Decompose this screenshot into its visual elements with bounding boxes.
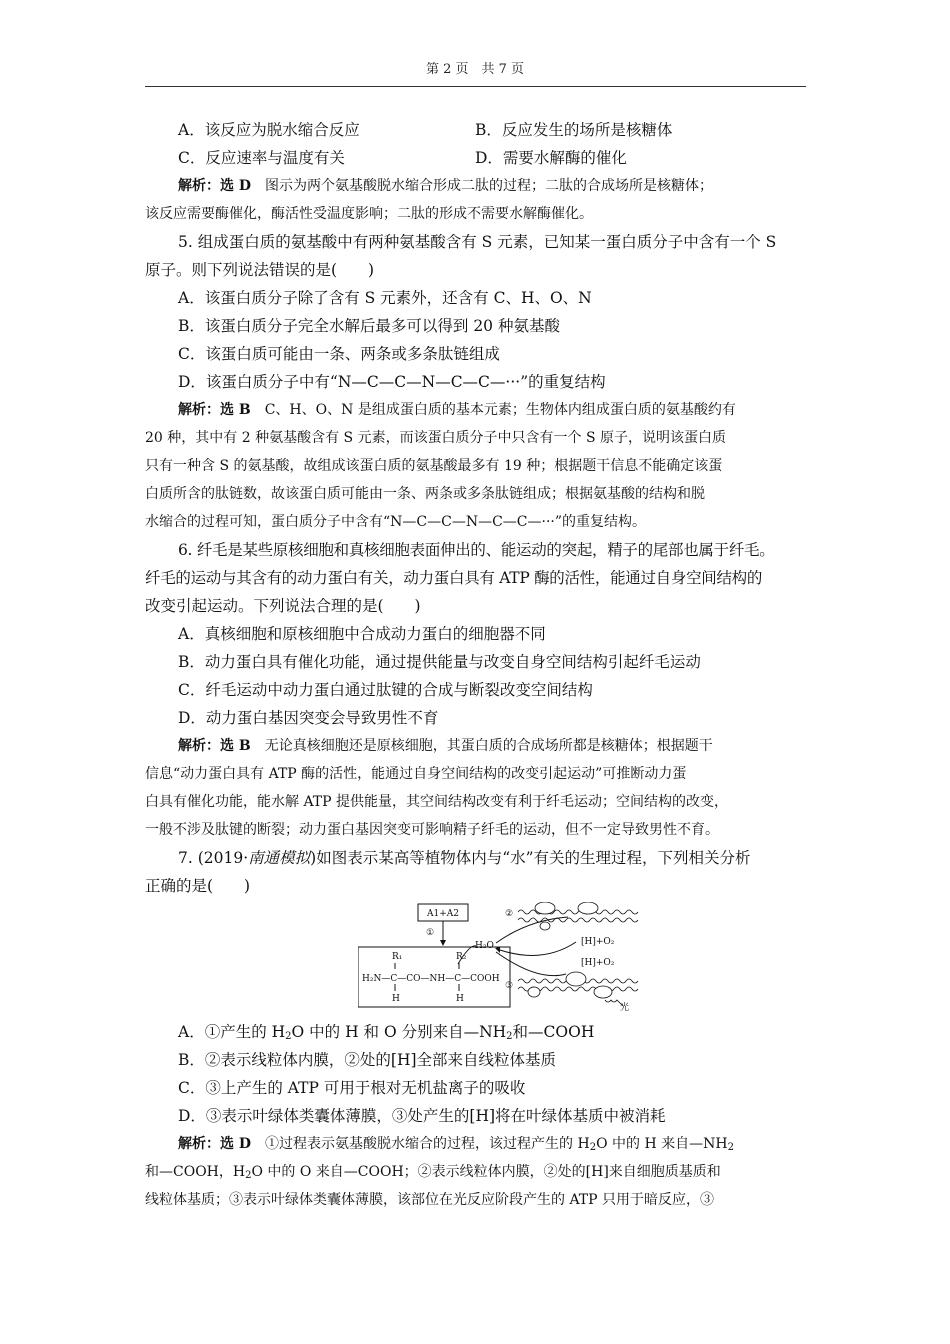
- q5-analysis-line4: 白质所含的肽链数，故该蛋白质可能由一条、两条或多条肽链组成；根据氨基酸的结构和脱: [145, 486, 705, 502]
- water-label: H₂O: [475, 941, 494, 951]
- analysis-text: 无论真核细胞还是原核细胞，其蛋白质的合成场所都是核糖体；根据题干: [264, 738, 713, 754]
- arrow-hO2-to-water: [500, 942, 576, 955]
- q7-stem-prefix: 7. (2019·: [178, 849, 249, 867]
- q7-option-a-sub1: 2: [285, 1031, 292, 1042]
- q6-option-c: C．纤毛运动中动力蛋白通过肽键的合成与断裂改变空间结构: [178, 681, 593, 699]
- header-divider: [145, 86, 806, 87]
- h-o2-bottom-label: [H]+O₂: [581, 958, 615, 968]
- analysis-text: ①过程表示氨基酸脱水缩合的过程，该过程产生的 H: [265, 1136, 590, 1152]
- q7-option-a-part2: O 中的 H 和 O 分别来自—NH: [291, 1023, 507, 1041]
- arrow-water-to-mito: [496, 917, 568, 943]
- h2-label: H: [456, 994, 464, 1004]
- analysis-text: 图示为两个氨基酸脱水缩合形成二肽的过程；二肽的合成场所是核糖体；: [265, 178, 714, 194]
- circle-3-label: ③: [505, 981, 514, 991]
- q4-analysis-line2: 该反应需要酶催化，酶活性受温度影响；二肽的形成不需要水解酶催化。: [145, 206, 593, 222]
- analysis-text: C、H、O、N 是组成蛋白质的基本元素；生物体内组成蛋白质的氨基酸约有: [264, 402, 736, 418]
- analysis-answer: 选 B: [220, 738, 251, 754]
- q5-option-a: A．该蛋白质分子除了含有 S 元素外，还含有 C、H、O、N: [178, 289, 592, 307]
- thylakoid-membrane-icon: [518, 972, 638, 1006]
- q4-option-b: B．反应发生的场所是核糖体: [475, 121, 673, 139]
- q5-option-d: D．该蛋白质分子中有“N—C—C—N—C—C—···”的重复结构: [178, 373, 606, 391]
- analysis-answer: 选 D: [220, 1136, 252, 1152]
- q5-analysis-line2: 20 种，其中有 2 种氨基酸含有 S 元素，而该蛋白质分子中只含有一个 S 原子，说明该蛋白质: [145, 430, 727, 446]
- analysis-answer: 选 D: [220, 178, 252, 194]
- q7-option-b: B．②表示线粒体内膜，②处的[H]全部来自线粒体基质: [178, 1051, 557, 1069]
- analysis-label: 解析：: [178, 402, 220, 418]
- q7-option-c: C．③上产生的 ATP 可用于根对无机盐离子的吸收: [178, 1079, 526, 1097]
- q7-stem-line1: [145, 844, 815, 872]
- q4-option-a: A．该反应为脱水缩合反应: [178, 121, 360, 139]
- q5-analysis-line3: 只有一种含 S 的氨基酸，故组成该蛋白质的氨基酸最多有 19 种；根据题干信息不能确定该蛋: [145, 458, 723, 474]
- q7-analysis-line1: [145, 1130, 815, 1158]
- dipeptide-formula: H₂N—C—CO—NH—C—COOH: [362, 974, 500, 984]
- q7-stem-line2: 正确的是( ): [145, 877, 251, 895]
- mito-membrane-icon: [518, 902, 638, 930]
- r1-label: R₁: [392, 952, 403, 962]
- q5-analysis-line5: 水缩合的过程可知，蛋白质分子中含有“N—C—C—N—C—C—···”的重复结构。: [145, 514, 647, 530]
- arrowhead-icon: [440, 940, 446, 946]
- q5-option-c: C．该蛋白质可能由一条、两条或多条肽链组成: [178, 345, 500, 363]
- q4-options-row1: [145, 116, 815, 144]
- q7-option-a-part3: 和—COOH: [512, 1023, 595, 1041]
- q6-analysis-line4: 一般不涉及肽键的断裂；动力蛋白基因突变可影响精子纤毛的运动，但不一定导致男性不育。: [145, 822, 719, 838]
- analysis-answer: 选 B: [220, 402, 251, 418]
- q5-stem-line2: 原子。则下列说法错误的是( ): [145, 261, 375, 279]
- q6-option-a: A．真核细胞和原核细胞中合成动力蛋白的细胞器不同: [178, 625, 546, 643]
- q7-stem-source: 南通模拟: [248, 849, 311, 867]
- q7-figure: [145, 900, 815, 1018]
- analysis-text: O 中的 H 来自—NH: [596, 1136, 728, 1152]
- q6-stem-line1: 6. 纤毛是某些原核细胞和真核细胞表面伸出的、能运动的突起，精子的尾部也属于纤毛。: [178, 541, 775, 559]
- q6-analysis-line3: 白具有催化功能，能水解 ATP 提供能量，其空间结构改变有利于纤毛运动；空间结构的改变，: [145, 794, 729, 810]
- q6-stem-line3: 改变引起运动。下列说法合理的是( ): [145, 597, 421, 615]
- h1-label: H: [392, 994, 400, 1004]
- q6-stem-line2: 纤毛的运动与其含有的动力蛋白有关，动力蛋白具有 ATP 酶的活性，能通过自身空间结构的: [145, 569, 763, 587]
- q6-option-d: D．动力蛋白基因突变会导致男性不育: [178, 709, 439, 727]
- analysis-sub: 2: [727, 1142, 734, 1153]
- q4-option-d: D．需要水解酶的催化: [475, 149, 627, 167]
- analysis-sub: 2: [589, 1142, 597, 1153]
- q7-stem-suffix: )如图表示某高等植物体内与“水”有关的生理过程，下列相关分析: [310, 849, 751, 867]
- q6-option-b: B．动力蛋白具有催化功能，通过提供能量与改变自身空间结构引起纤毛运动: [178, 653, 701, 671]
- analysis-label: 解析：: [178, 1136, 220, 1152]
- q6-analysis-line2: 信息“动力蛋白具有 ATP 酶的活性，能通过自身空间结构的改变引起运动”可推断动力蛋: [145, 766, 687, 782]
- q7-option-a: [145, 1018, 815, 1046]
- circle-1-label: ①: [426, 928, 435, 938]
- q7-option-d: D．③表示叶绿体类囊体薄膜，③处产生的[H]将在叶绿体基质中被消耗: [178, 1107, 666, 1125]
- r2-label: R₂: [456, 952, 467, 962]
- q7-analysis-line3: 线粒体基质；③表示叶绿体类囊体薄膜，该部位在光反应阶段产生的 ATP 只用于暗反应，③: [145, 1192, 715, 1208]
- analysis-label: 解析：: [178, 738, 220, 754]
- q7-option-a-part1: A．①产生的 H: [178, 1023, 286, 1041]
- q7-option-a-sub2: 2: [506, 1031, 513, 1042]
- page-header: 第 2 页 共 7 页: [425, 62, 525, 77]
- h-o2-top-label: [H]+O₂: [581, 937, 615, 947]
- a1a2-label: A1+A2: [427, 909, 459, 919]
- arrowhead-icon: [495, 947, 500, 953]
- q6-analysis-line1: [145, 732, 815, 760]
- q5-analysis-line1: [145, 396, 815, 424]
- analysis-sub: 2: [245, 1170, 252, 1181]
- document-body: [145, 116, 815, 1214]
- q7-analysis-line2: [145, 1158, 815, 1186]
- analysis-text: O 中的 O 来自—COOH；②表示线粒体内膜，②处的[H]来自细胞质基质和: [251, 1164, 721, 1180]
- q4-analysis-line1: [145, 172, 815, 200]
- water-process-diagram: [358, 902, 648, 1014]
- circle-2-label: ②: [505, 909, 514, 919]
- q5-option-b: B．该蛋白质分子完全水解后最多可以得到 20 种氨基酸: [178, 317, 560, 335]
- q4-option-c: C．反应速率与温度有关: [178, 149, 345, 167]
- analysis-text: 和—COOH，H: [145, 1164, 246, 1180]
- analysis-label: 解析：: [178, 178, 220, 194]
- q5-stem-line1: 5. 组成蛋白质的氨基酸中有两种氨基酸含有 S 元素，已知某一蛋白质分子中含有一个 S: [178, 233, 777, 251]
- light-label: 光: [620, 1003, 630, 1013]
- q4-options-row2: [145, 144, 815, 172]
